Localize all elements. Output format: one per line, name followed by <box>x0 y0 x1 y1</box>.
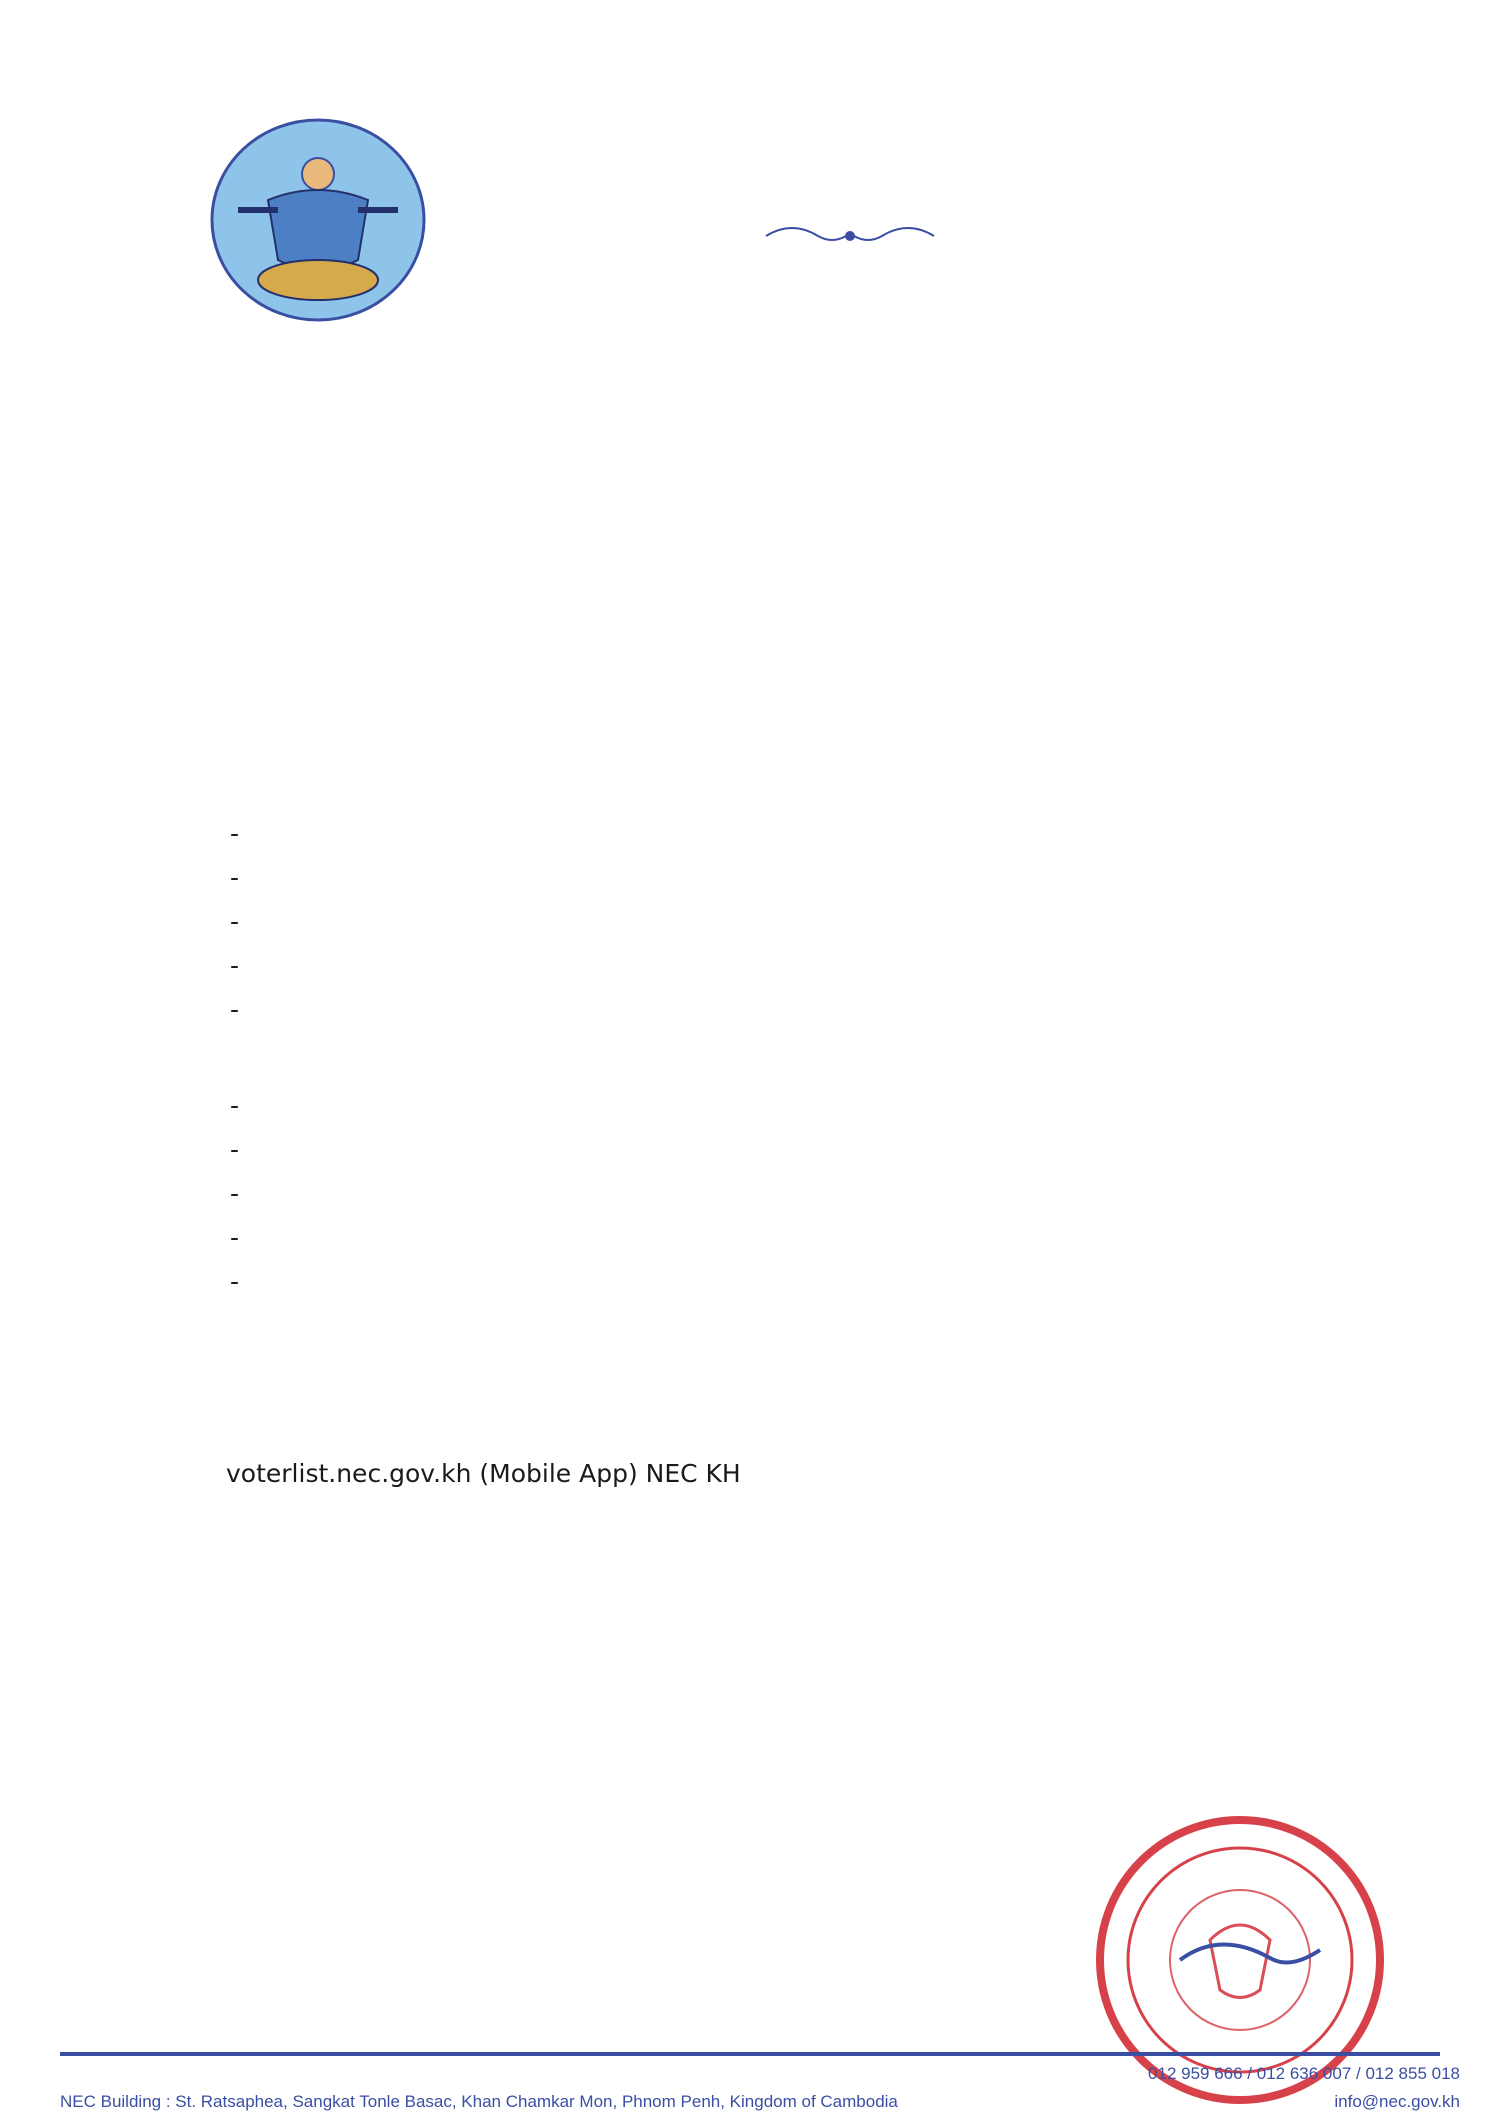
bullet: - <box>230 1179 240 1208</box>
footer-divider <box>60 2052 1440 2056</box>
reference-suffix <box>350 418 490 464</box>
footer-address-english: NEC Building : St. Ratsaphea, Sangkat Tonle Basac, Khan Chamkar Mon, Phnom Penh, Kingdom of Cambodia <box>60 2092 898 2111</box>
app-reference: (Mobile App) NEC KH <box>479 1459 741 1488</box>
registration-period-paragraph <box>226 1310 1396 1442</box>
list-item <box>230 812 1230 856</box>
bullet: - <box>230 863 240 892</box>
bullet: - <box>230 907 240 936</box>
list-item <box>230 1216 1230 1260</box>
secretariat-name <box>180 364 600 408</box>
bullet: - <box>230 995 240 1024</box>
bullet: - <box>230 951 240 980</box>
committee-name <box>86 314 646 362</box>
section1-list <box>230 812 1230 1032</box>
document-subtitle <box>240 610 1260 660</box>
list-item <box>230 1172 1230 1216</box>
footer-phone: 012 959 666 / 012 636 007 / 012 855 018 <box>1148 2064 1460 2083</box>
verification-instructions-paragraph <box>226 1452 1396 1804</box>
document-subtitle-2 <box>240 664 1260 714</box>
list-item <box>230 900 1230 944</box>
bullet: - <box>230 1135 240 1164</box>
list-item <box>230 1128 1230 1172</box>
website-reference: voterlist.nec.gov.kh <box>226 1459 472 1488</box>
nec-emblem-icon <box>208 110 428 330</box>
list-item <box>230 988 1230 1032</box>
section2-list <box>230 1084 1230 1304</box>
bullet: - <box>230 1091 240 1120</box>
footer-address-khmer <box>60 2060 940 2088</box>
bullet: - <box>230 1267 240 1296</box>
bullet: - <box>230 1223 240 1252</box>
national-motto <box>590 148 1090 206</box>
list-item <box>230 944 1230 988</box>
solar-date <box>640 488 1400 536</box>
bullet: - <box>230 819 240 848</box>
footer-email: info@nec.gov.kh <box>1334 2092 1460 2111</box>
section1-intro <box>226 730 1396 818</box>
list-item <box>230 1084 1230 1128</box>
section2-intro <box>226 1040 1396 1084</box>
reference-label <box>118 418 198 464</box>
kingdom-title <box>560 70 1120 140</box>
document-title <box>240 556 1260 606</box>
list-item <box>230 856 1230 900</box>
decorative-flourish-icon <box>762 216 938 256</box>
lunar-date <box>560 436 1400 484</box>
list-item <box>230 1260 1230 1304</box>
reference-number <box>214 410 324 466</box>
